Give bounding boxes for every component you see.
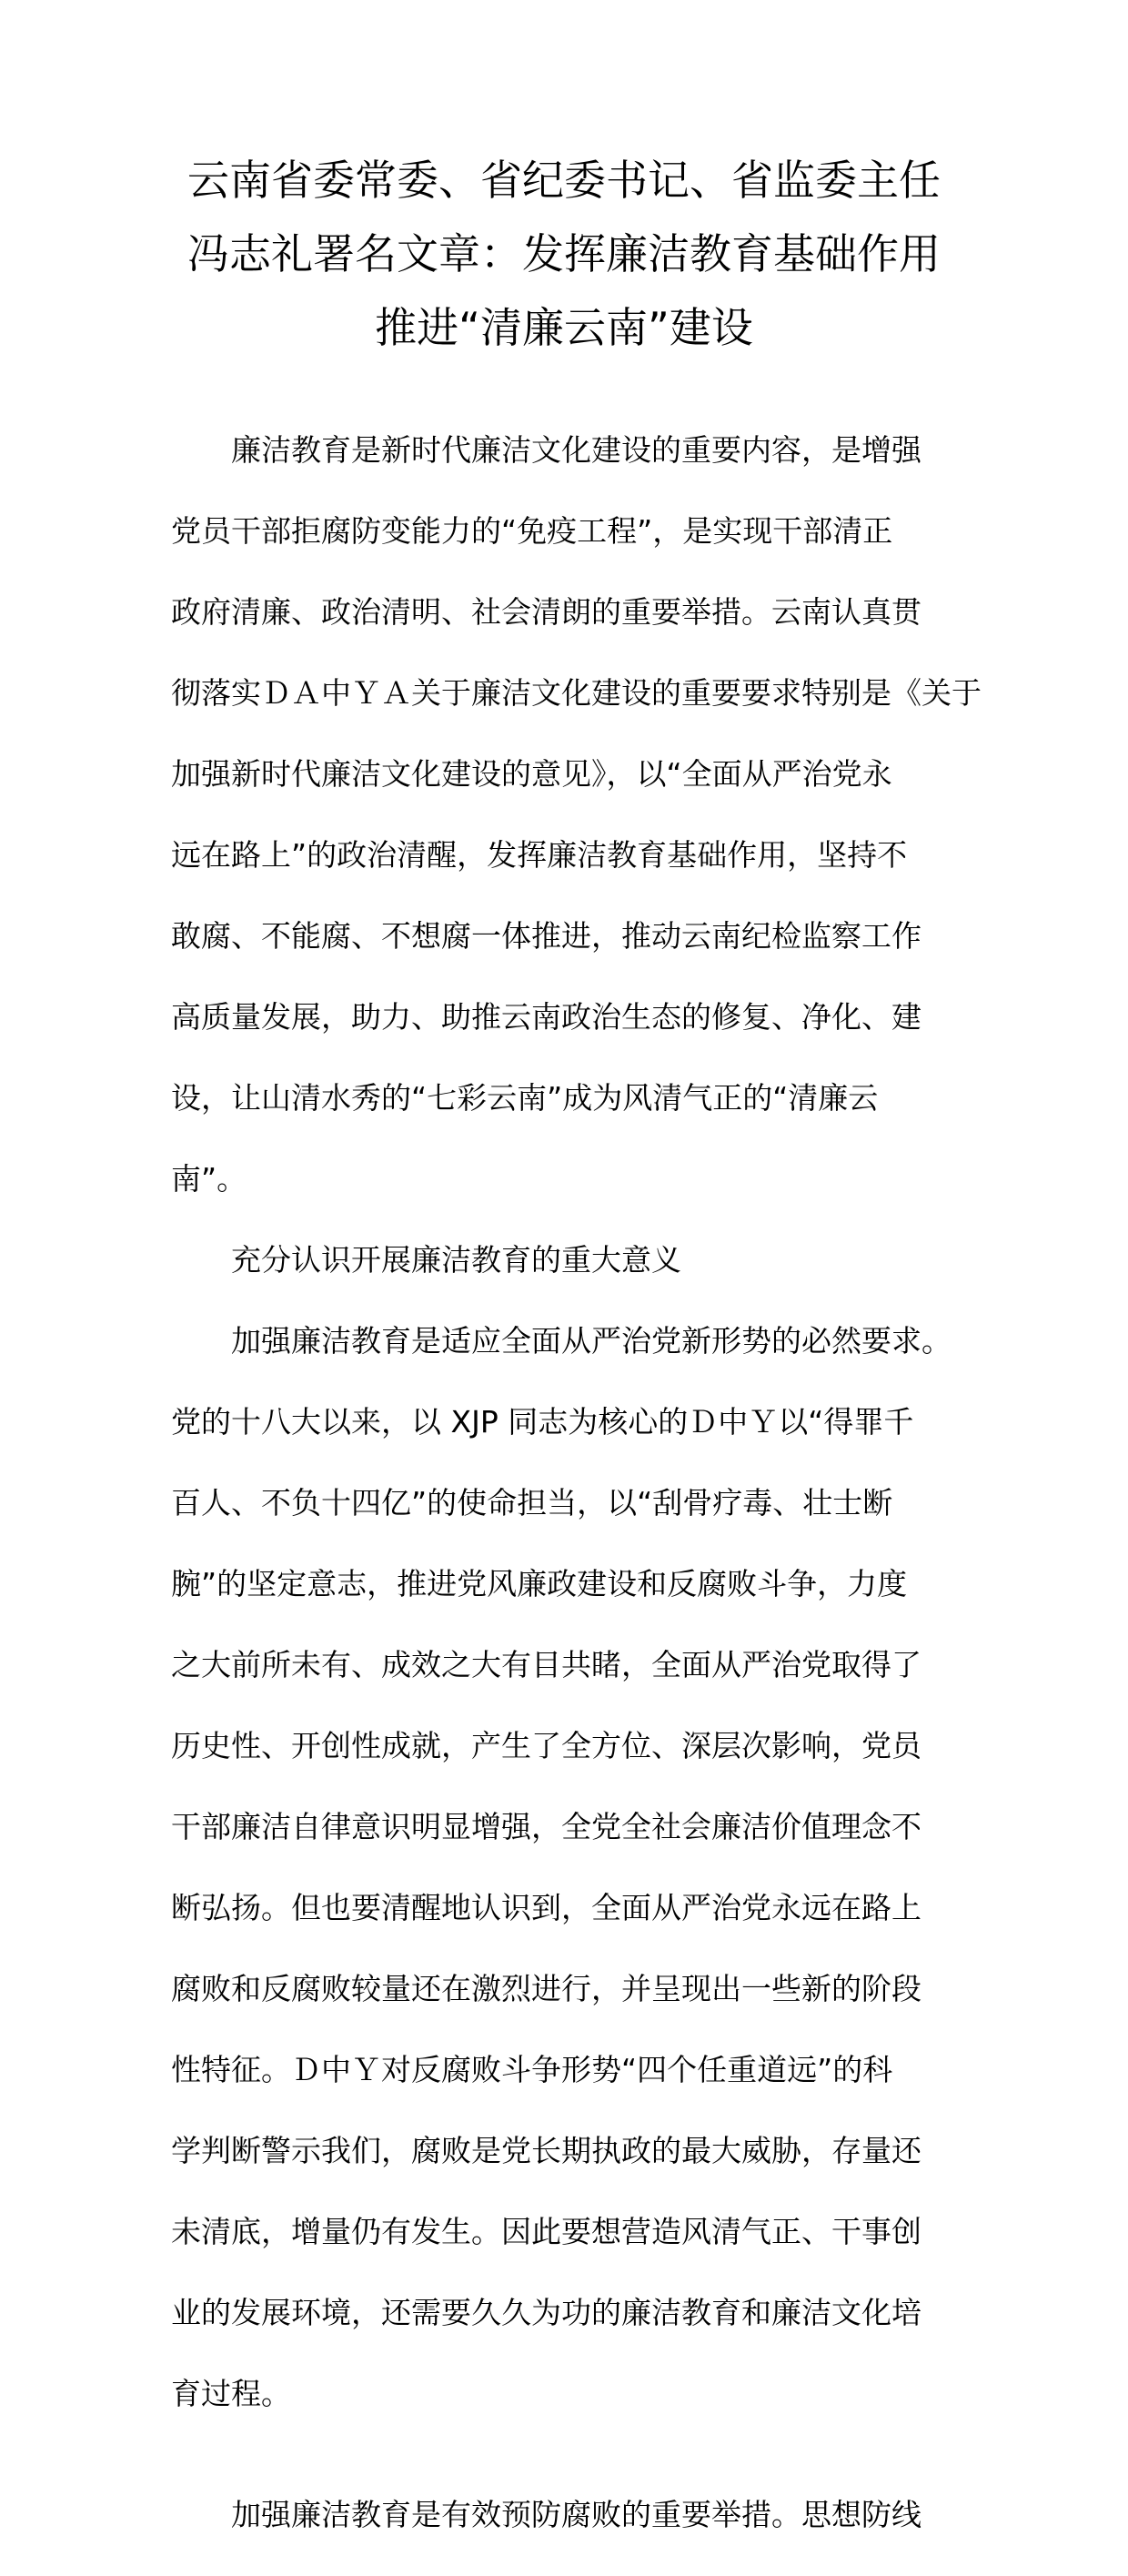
- text-line: 百人、不负十四亿”的使命担当，以“刮骨疗毒、壮士断: [171, 1483, 990, 1524]
- text-line: 育过程。: [171, 2374, 990, 2415]
- text-line: 断弘扬。但也要清醒地认识到，全面从严治党永远在路上: [171, 1888, 990, 1929]
- title-line-3: 推进“清廉云南”建设: [136, 298, 992, 357]
- text-line: 腐败和反腐败较量还在激烈进行，并呈现出一些新的阶段: [171, 1969, 990, 2010]
- text-line: 干部廉洁自律意识明显增强，全党全社会廉洁价值理念不: [171, 1807, 990, 1848]
- text-line: 加强廉洁教育是适应全面从严治党新形势的必然要求。: [171, 1321, 990, 1362]
- text-line: 彻落实ＤＡ中ＹＡ关于廉洁文化建设的重要要求特别是《关于: [171, 673, 990, 714]
- text-line: 敢腐、不能腐、不想腐一体推进，推动云南纪检监察工作: [171, 916, 990, 957]
- text-line: 业的发展环境，还需要久久为功的廉洁教育和廉洁文化培: [171, 2293, 990, 2334]
- text-line: 高质量发展，助力、助推云南政治生态的修复、净化、建: [171, 997, 990, 1038]
- document-body: [171, 389, 990, 2576]
- text-line: 南”。: [171, 1159, 990, 1200]
- document-title: [136, 151, 992, 372]
- text-line: 党员干部拒腐防变能力的“免疫工程”，是实现干部清正: [171, 511, 990, 552]
- text-line: 未清底，增量仍有发生。因此要想营造风清气正、干事创: [171, 2212, 990, 2253]
- text-line: 政府清廉、政治清明、社会清朗的重要举措。云南认真贯: [171, 592, 990, 633]
- section-heading: 充分认识开展廉洁教育的重大意义: [171, 1240, 990, 1281]
- text-line: 党的十八大以来，以 XJP 同志为核心的Ｄ中Ｙ以“得罪千: [171, 1402, 990, 1443]
- text-line: 腕”的坚定意志，推进党风廉政建设和反腐败斗争，力度: [171, 1564, 990, 1605]
- title-line-1: 云南省委常委、省纪委书记、省监委主任: [136, 151, 992, 209]
- text-line: 加强新时代廉洁文化建设的意见》，以“全面从严治党永: [171, 754, 990, 795]
- title-line-2: 冯志礼署名文章：发挥廉洁教育基础作用: [136, 225, 992, 283]
- paragraph-prevention: [171, 2455, 990, 2576]
- paragraph-intro: [171, 389, 990, 1240]
- text-line: 设，让山清水秀的“七彩云南”成为风清气正的“清廉云: [171, 1078, 990, 1119]
- text-line: 学判断警示我们，腐败是党长期执政的最大威胁，存量还: [171, 2131, 990, 2172]
- text-line: 性特征。Ｄ中Ｙ对反腐败斗争形势“四个任重道远”的科: [171, 2050, 990, 2091]
- text-line: 廉洁教育是新时代廉洁文化建设的重要内容，是增强: [171, 430, 990, 471]
- text-line: 远在路上”的政治清醒，发挥廉洁教育基础作用，坚持不: [171, 835, 990, 876]
- text-line: 历史性、开创性成就，产生了全方位、深层次影响，党员: [171, 1726, 990, 1767]
- text-line: 加强廉洁教育是有效预防腐败的重要举措。思想防线: [171, 2495, 990, 2536]
- paragraph-significance: [171, 1280, 990, 2455]
- text-line: 之大前所未有、成效之大有目共睹，全面从严治党取得了: [171, 1645, 990, 1686]
